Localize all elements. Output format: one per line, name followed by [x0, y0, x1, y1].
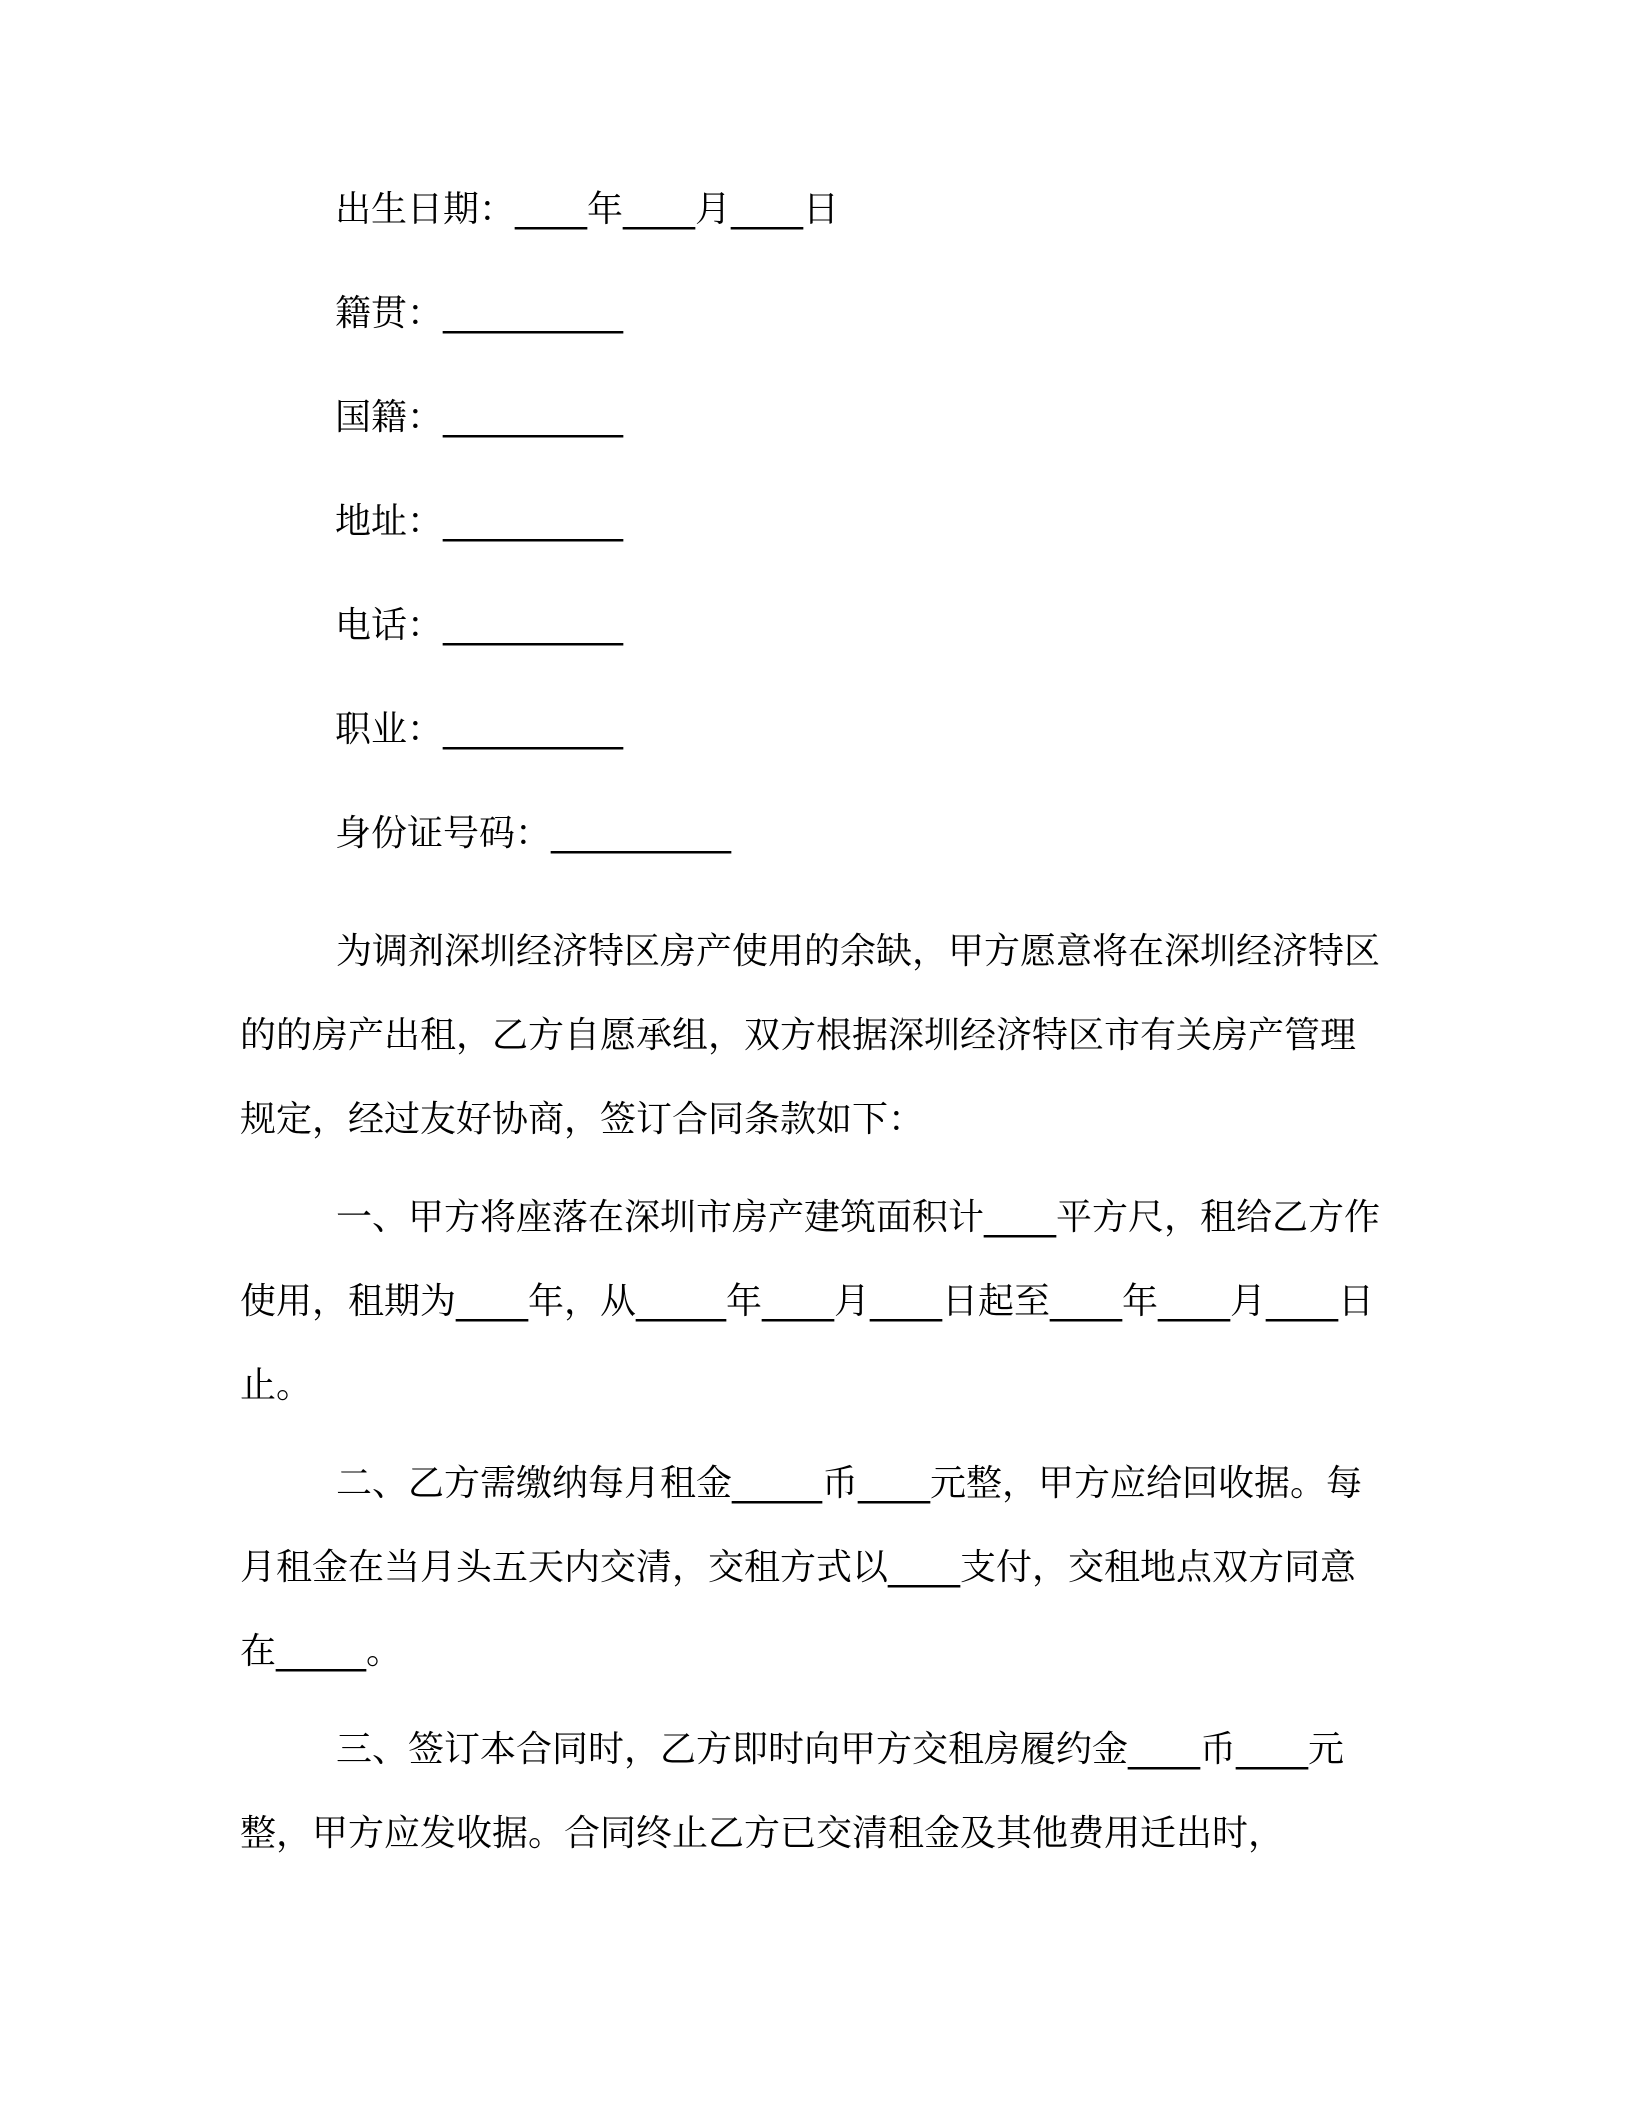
- occupation-field: 职业：__________: [335, 709, 624, 750]
- contract-body: [240, 910, 1390, 1890]
- personal-info-fields: [335, 190, 839, 918]
- address-field: 地址：__________: [335, 501, 624, 542]
- native-place-field: 籍贯：__________: [335, 293, 624, 334]
- intro-paragraph: 为调剂深圳经济特区房产使用的余缺，甲方愿意将在深圳经济特区的的房产出租，乙方自愿承组，双方根据深圳经济特区市有关房产管理规定，经过友好协商，签订合同条款如下：: [240, 931, 1381, 1140]
- clause-2-paragraph: 二、乙方需缴纳每月租金_____币____元整，甲方应给回收据。每月租金在当月头五天内交清，交租方式以____支付，交租地点双方同意在_____。: [240, 1463, 1363, 1672]
- clause-3-paragraph: 三、签订本合同时，乙方即时向甲方交租房履约金____币____元整，甲方应发收据。合同终止乙方已交清租金及其他费用迁出时，: [240, 1729, 1345, 1854]
- id-number-field: 身份证号码：__________: [335, 813, 732, 854]
- phone-field: 电话：__________: [335, 605, 624, 646]
- birth-date-field: 出生日期：____年____月____日: [335, 189, 840, 230]
- clause-1-paragraph: 一、甲方将座落在深圳市房产建筑面积计____平方尺，租给乙方作使用，租期为____年，从_____年____月____日起至____年____月____日止。: [240, 1197, 1381, 1406]
- nationality-field: 国籍：__________: [335, 397, 624, 438]
